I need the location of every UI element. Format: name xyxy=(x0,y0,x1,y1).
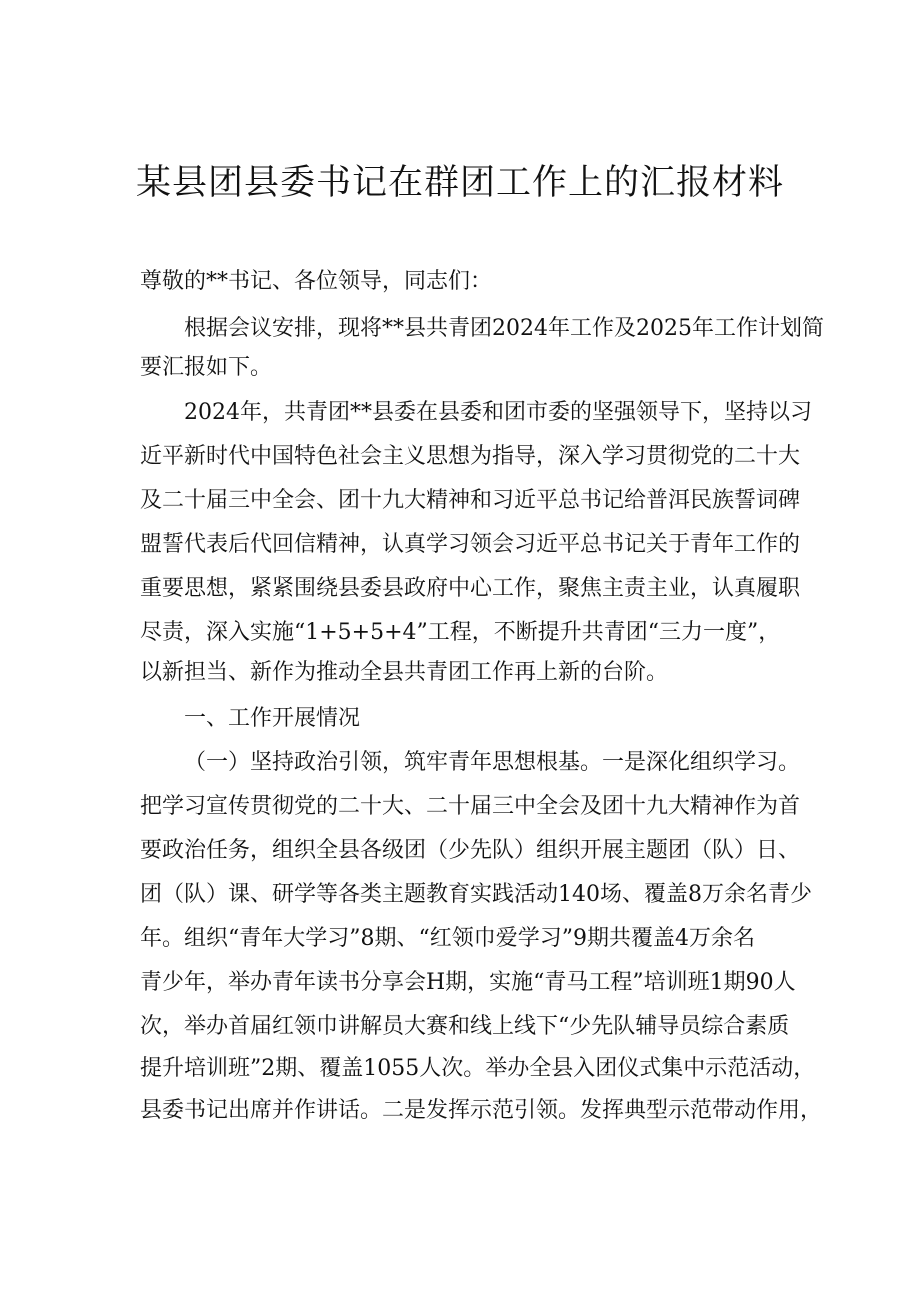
section-line: 要政治任务，组织全县各级团（少先队）组织开展主题团（队）日、 xyxy=(140,838,801,863)
summary-line: 2024年，共青团**县委在县委和团市委的坚强领导下，坚持以习 xyxy=(184,400,812,425)
section-line: 县委书记出席并作讲话。二是发挥示范引领。发挥典型示范带动作用， xyxy=(140,1098,823,1123)
document-title: 某县团县委书记在群团工作上的汇报材料 xyxy=(135,163,784,203)
section-heading: 一、工作开展情况 xyxy=(184,706,361,731)
summary-line: 重要思想，紧紧围绕县委县政府中心工作，聚焦主责主业，认真履职 xyxy=(140,576,801,601)
section-line: 把学习宣传贯彻党的二十大、二十届三中全会及团十九大精神作为首 xyxy=(140,794,801,819)
section-line: 次，举办首届红领巾讲解员大赛和线上线下“少先队辅导员综合素质 xyxy=(140,1014,790,1039)
salutation: 尊敬的**书记、各位领导，同志们： xyxy=(140,269,493,294)
intro-line: 根据会议安排，现将**县共青团2024年工作及2025年工作计划简 xyxy=(184,316,824,341)
section-line: （一）坚持政治引领，筑牢青年思想根基。一是深化组织学习。 xyxy=(184,750,801,775)
summary-line: 尽责，深入实施“1+5+5+4”工程，不断提升共青团“三力一度”， xyxy=(140,620,781,645)
section-line: 提升培训班”2期、覆盖1055人次。举办全县入团仪式集中示范活动， xyxy=(140,1056,816,1081)
section-line: 年。组织“青年大学习”8期、“红领巾爱学习”9期共覆盖4万余名 xyxy=(140,926,755,951)
summary-line: 盟誓代表后代回信精神，认真学习领会习近平总书记关于青年工作的 xyxy=(140,532,801,557)
intro-line: 要汇报如下。 xyxy=(140,355,273,380)
summary-line: 近平新时代中国特色社会主义思想为指导，深入学习贯彻党的二十大 xyxy=(140,444,801,469)
summary-line: 以新担当、新作为推动全县共青团工作再上新的台阶。 xyxy=(140,660,669,685)
section-line: 团（队）课、研学等各类主题教育实践活动140场、覆盖8万余名青少 xyxy=(140,882,812,907)
summary-line: 及二十届三中全会、团十九大精神和习近平总书记给普洱民族誓词碑 xyxy=(140,488,801,513)
section-line: 青少年，举办青年读书分享会H期，实施“青马工程”培训班1期90人 xyxy=(140,970,796,995)
